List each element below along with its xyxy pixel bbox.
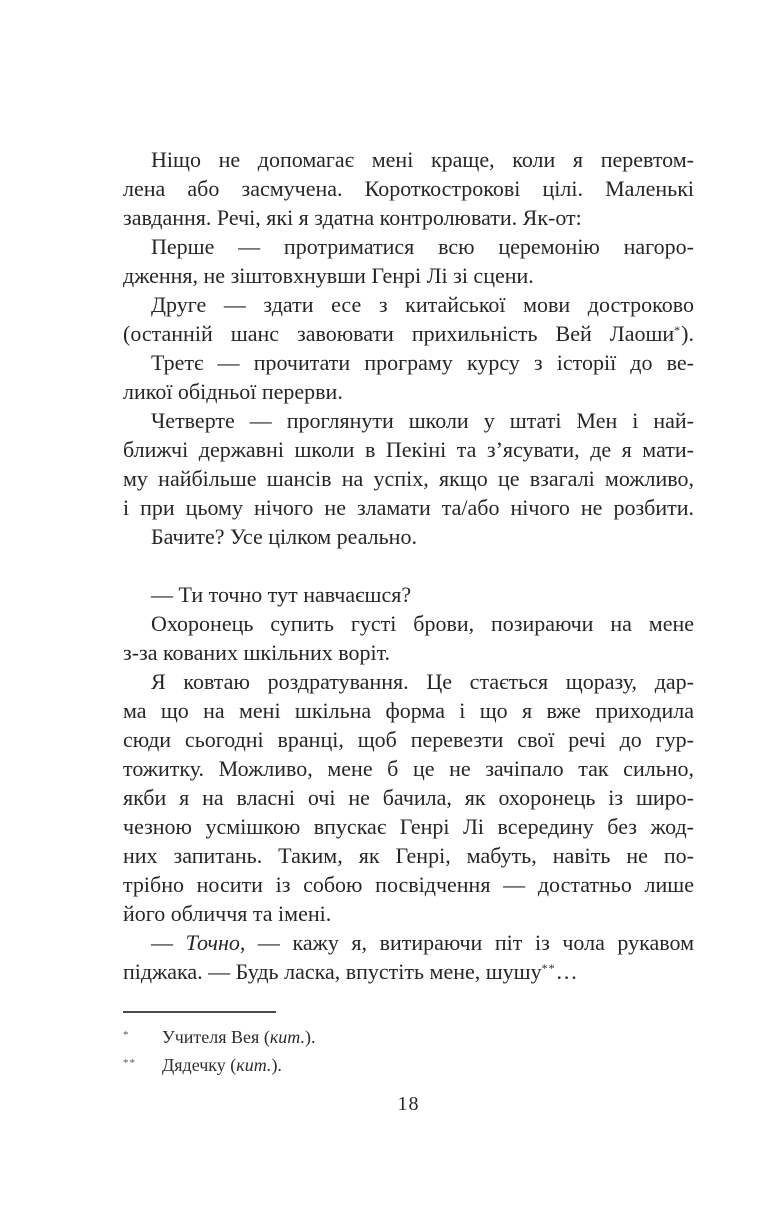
text-line: лена або засмучена. Короткострокові цілі. Маленькі xyxy=(123,176,694,201)
emphasis-text: Точно xyxy=(185,930,240,955)
body-text xyxy=(123,145,694,986)
footnote: ** Дядечку (кит.). xyxy=(123,1050,694,1078)
text-line: тожитку. Можливо, мене б це не зачіпало так сильно, xyxy=(123,756,694,781)
text-line: з-за кованих шкільних воріт. xyxy=(123,640,391,665)
emphasis-text: кит. xyxy=(236,1055,272,1075)
paragraph xyxy=(123,406,694,522)
footnote-marker: ** xyxy=(123,1057,136,1069)
emphasis-text: кит. xyxy=(269,1027,305,1047)
text-line: ликої обідньої перерви. xyxy=(123,379,343,404)
text-line: них запитань. Таким, як Генрі, мабуть, навіть не по- xyxy=(123,843,694,868)
paragraph xyxy=(123,145,694,232)
footnote: * Учителя Вея (кит.). xyxy=(123,1022,694,1050)
text-line: піджака. — Будь ласка, впустіть мене, шушу**… xyxy=(123,959,578,984)
text-line: чезною усмішкою впускає Генрі Лі всередину без жод- xyxy=(123,814,694,839)
paragraph xyxy=(123,609,694,667)
paragraph xyxy=(123,580,694,609)
text-line: му найбільше шансів на успіх, якщо це взагалі можливо, xyxy=(123,466,694,491)
paragraph xyxy=(123,290,694,348)
text-line: сюди сьогодні вранці, щоб перевезти свої речі до гур- xyxy=(123,727,694,752)
text-line: Охоронець супить густі брови, позираючи на мене xyxy=(151,611,694,636)
text-line: Ніщо не допомагає мені краще, коли я перевтом- xyxy=(151,147,694,172)
paragraph xyxy=(123,667,694,928)
footnote-marker: * xyxy=(123,1029,130,1041)
text-line: ма що на мені шкільна форма і що я вже приходила xyxy=(123,698,694,723)
footnote-ref-marker: * xyxy=(674,323,682,337)
text-line: його обличчя та імені. xyxy=(123,901,332,926)
text-line: Бачите? Усе цілком реально. xyxy=(151,524,417,549)
text-line: трібно носити із собою посвідчення — достатньо лише xyxy=(123,872,694,897)
footnote-ref-marker: ** xyxy=(541,961,556,975)
text-line: і при цьому нічого не зламати та/або нічого не розбити. xyxy=(123,495,694,520)
footnote-list xyxy=(123,1022,694,1078)
footnotes-section xyxy=(123,1011,694,1078)
paragraph xyxy=(123,232,694,290)
paragraph xyxy=(123,928,694,986)
text-line: Я ковтаю роздратування. Це стається щоразу, дар- xyxy=(151,669,694,694)
paragraph xyxy=(123,522,694,551)
text-line: дження, не зіштовхнувши Генрі Лі зі сцени. xyxy=(123,263,534,288)
page-number: 18 xyxy=(397,1093,420,1115)
paragraph xyxy=(123,348,694,406)
text-line: — Ти точно тут навчаєшся? xyxy=(151,582,412,607)
footnote-separator xyxy=(123,1011,276,1013)
text-line: якби я на власні очі не бачила, як охоронець із широ- xyxy=(123,785,694,810)
text-line: (останній шанс завоювати прихильність Вей Лаоши*). xyxy=(123,321,694,346)
text-line: Друге — здати есе з китайської мови достроково xyxy=(151,292,694,317)
text-line: — Точно, — кажу я, витираючи піт із чола рукавом xyxy=(151,930,694,955)
text-line: ближчі державні школи в Пекіні та з’ясувати, де я мати- xyxy=(123,437,694,462)
text-line: Третє — прочитати програму курсу з історії до ве- xyxy=(151,350,694,375)
text-line: Перше — протриматися всю церемонію нагоро- xyxy=(151,234,694,259)
text-line: Четверте — проглянути школи у штаті Мен і най- xyxy=(151,408,694,433)
text-line: завдання. Речі, які я здатна контролювати. Як-от: xyxy=(123,205,582,230)
